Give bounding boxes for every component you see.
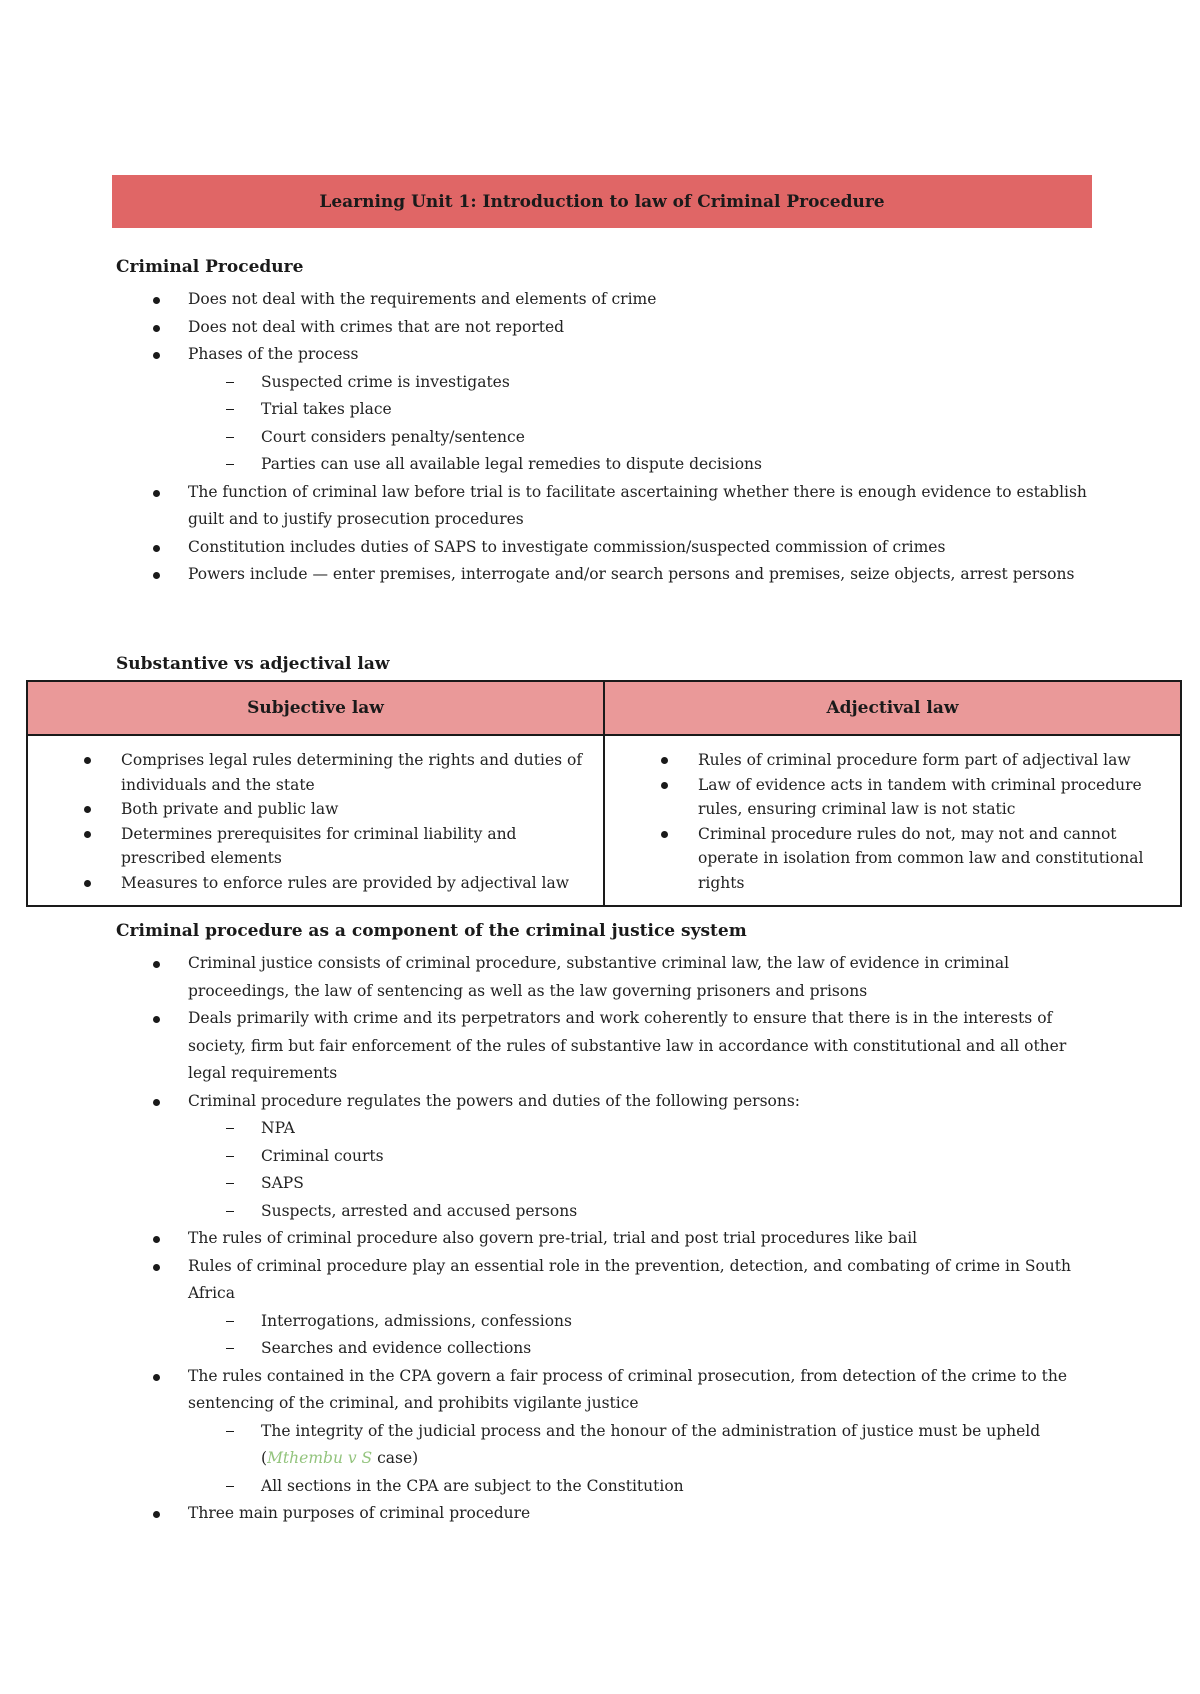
title-banner [112,175,1092,228]
dash-icon [226,1431,234,1432]
list-item: Criminal procedure rules do not, may not and cannot operate in isolation from common law and constitutional rights [605,822,1162,896]
column-header-adjectival-law: Adjectival law [604,681,1181,735]
section-heading-criminal-procedure: Criminal Procedure [116,257,304,277]
bullet-icon [153,1016,160,1023]
list-item: The rules of criminal procedure also govern pre-trial, trial and post trial procedures like bail [0,1225,1088,1253]
bullet-icon [153,490,160,497]
bullet-icon [153,572,160,579]
bullet-icon [661,757,668,764]
case-citation: Mthembu v S [267,1449,373,1467]
list-item: Criminal justice consists of criminal procedure, substantive criminal law, the law of evidence in criminal proceedings, the law of sentencing as well as the law governing prisoners and prisons [0,950,1088,1005]
bullet-icon [84,831,91,838]
list-item: Criminal procedure regulates the powers and duties of the following persons: [0,1088,1088,1116]
bullet-icon [84,806,91,813]
sub-list-item: Interrogations, admissions, confessions [0,1308,1081,1336]
bullet-icon [84,757,91,764]
sub-list-item: NPA [0,1115,1081,1143]
dash-icon [226,382,234,383]
list-item: Does not deal with crimes that are not reported [0,314,1088,342]
bullet-icon [153,352,160,359]
bullet-icon [153,545,160,552]
adjectival-law-cell [604,735,1181,906]
list-item: Rules of criminal procedure play an essential role in the prevention, detection, and combating of crime in South Africa [0,1253,1088,1308]
document-title: Learning Unit 1: Introduction to law of Criminal Procedure [319,191,885,212]
list-item: The function of criminal law before trial is to facilitate ascertaining whether there is enough evidence to establish guilt and to justify prosecution procedures [0,479,1088,534]
dash-icon [226,1321,234,1322]
criminal-justice-list [0,950,1200,1528]
dash-icon [226,1211,234,1212]
list-item: Phases of the process [0,341,1088,369]
sub-list-item: Searches and evidence collections [0,1335,1081,1363]
sub-list-item: Court considers penalty/sentence [0,424,1081,452]
bullet-icon [661,831,668,838]
bullet-icon [153,1099,160,1106]
bullet-icon [153,1264,160,1271]
sub-list-item: The integrity of the judicial process and the honour of the administration of justice must be upheld (Mthembu v S case) [0,1418,1081,1473]
section-heading-criminal-justice-system: Criminal procedure as a component of the criminal justice system [116,921,747,941]
list-item: Law of evidence acts in tandem with criminal procedure rules, ensuring criminal law is not static [605,773,1162,822]
dash-icon [226,1348,234,1349]
comparison-table [26,680,1182,907]
list-item: Both private and public law [28,797,585,822]
dash-icon [226,1156,234,1157]
column-header-subjective-law: Subjective law [27,681,604,735]
subjective-law-cell [27,735,604,906]
list-item: Determines prerequisites for criminal liability and prescribed elements [28,822,585,871]
bullet-icon [153,1236,160,1243]
dash-icon [226,1128,234,1129]
list-item: The rules contained in the CPA govern a fair process of criminal prosecution, from detection of the crime to the sentencing of the criminal, and prohibits vigilante justice [0,1363,1088,1418]
list-item: Does not deal with the requirements and elements of crime [0,286,1088,314]
bullet-icon [153,325,160,332]
dash-icon [226,1486,234,1487]
sub-list-item: Suspected crime is investigates [0,369,1081,397]
table-row [27,735,1181,906]
dash-icon [226,1183,234,1184]
dash-icon [226,437,234,438]
sub-list-item: SAPS [0,1170,1081,1198]
bullet-icon [84,880,91,887]
dash-icon [226,464,234,465]
bullet-icon [153,1374,160,1381]
list-item: Powers include — enter premises, interrogate and/or search persons and premises, seize objects, arrest persons [0,561,1088,589]
bullet-icon [153,961,160,968]
list-item: Rules of criminal procedure form part of adjectival law [605,748,1162,773]
list-item: Measures to enforce rules are provided by adjectival law [28,871,585,896]
sub-list-item: Suspects, arrested and accused persons [0,1198,1081,1226]
sub-list-item: Parties can use all available legal remedies to dispute decisions [0,451,1081,479]
section-heading-substantive-vs-adjectival: Substantive vs adjectival law [116,654,390,674]
sub-list-item: Criminal courts [0,1143,1081,1171]
list-item: Three main purposes of criminal procedure [0,1500,1088,1528]
bullet-icon [153,297,160,304]
bullet-icon [153,1511,160,1518]
list-item: Deals primarily with crime and its perpetrators and work coherently to ensure that there is in the interests of society, firm but fair enforcement of the rules of substantive law in accordance with constitutional and all other legal requirements [0,1005,1088,1088]
criminal-procedure-list [0,286,1200,589]
table-header-row [27,681,1181,735]
dash-icon [226,409,234,410]
sub-list-item: Trial takes place [0,396,1081,424]
list-item: Comprises legal rules determining the rights and duties of individuals and the state [28,748,585,797]
list-item: Constitution includes duties of SAPS to investigate commission/suspected commission of crimes [0,534,1088,562]
bullet-icon [661,782,668,789]
sub-list-item: All sections in the CPA are subject to the Constitution [0,1473,1081,1501]
